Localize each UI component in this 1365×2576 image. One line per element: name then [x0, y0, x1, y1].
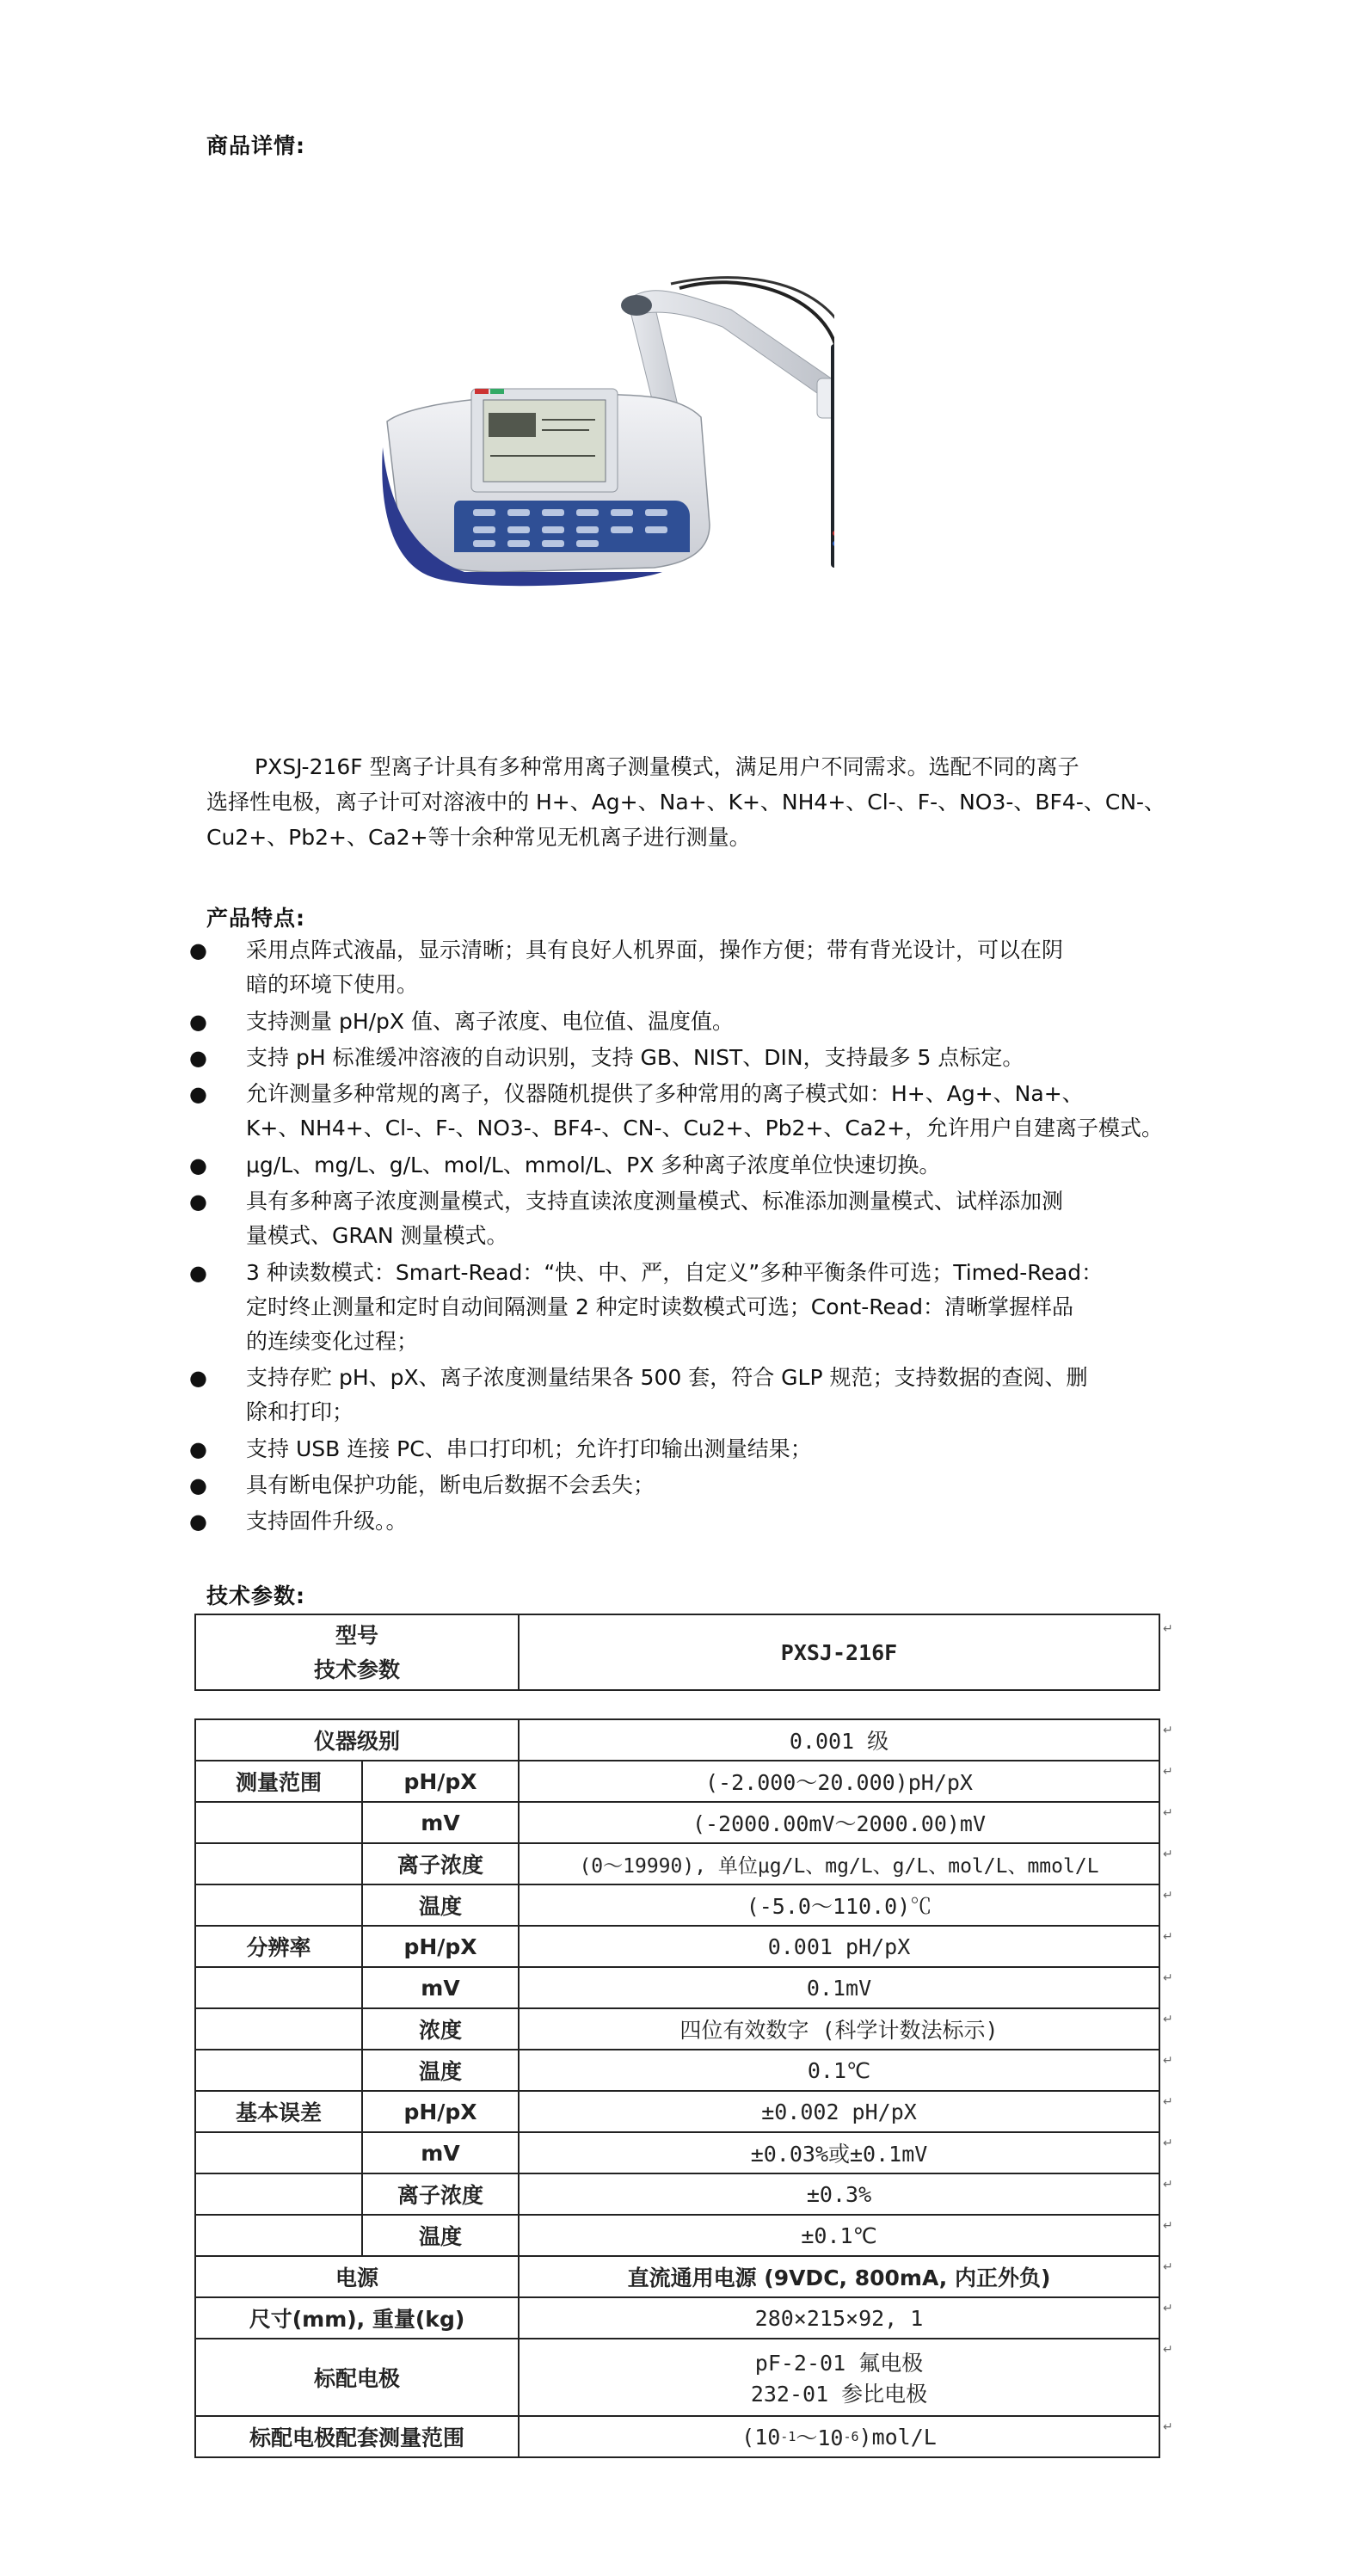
- spec-row-value: 0.001 pH/pX: [767, 1934, 911, 1959]
- spec-row-label: 标配电极: [313, 2366, 400, 2391]
- spec-row-label: 基本误差: [235, 2100, 322, 2125]
- range-exp-2: -6: [843, 2429, 859, 2444]
- spec-row-sublabel: mV: [421, 1975, 460, 2001]
- param-label: 技术参数: [313, 1657, 400, 1682]
- model-label: 型号: [335, 1623, 378, 1648]
- spec-row-sublabel: 离子浓度: [397, 2183, 483, 2208]
- feature-line: 支持固件升级。。: [246, 1509, 408, 1534]
- bullet-icon: ●: [189, 1082, 207, 1106]
- paragraph-mark: ↵: [1163, 2219, 1173, 2233]
- paragraph-mark: ↵: [1163, 1847, 1173, 1861]
- paragraph-mark: ↵: [1163, 2178, 1173, 2192]
- feature-line: 采用点阵式液晶，显示清晰；具有良好人机界面，操作方便；带有背光设计，可以在阴: [246, 938, 1064, 962]
- bullet-icon: ●: [189, 1366, 207, 1390]
- feature-line: 支持测量 pH/pX 值、离子浓度、电位值、温度值。: [246, 1009, 734, 1034]
- feature-line: 除和打印；: [246, 1399, 354, 1424]
- electrode-1: pF-2-01 氟电极: [754, 2351, 924, 2376]
- feature-line: 量模式、GRAN 测量模式。: [246, 1223, 508, 1248]
- spec-row-sublabel: pH/pX: [403, 2099, 477, 2124]
- spec-row-value: ±0.002 pH/pX: [761, 2099, 917, 2124]
- range-exp-1: -1: [780, 2429, 796, 2444]
- spec-row-value: ±0.03%或±0.1mV: [750, 2142, 928, 2167]
- feature-item: [189, 1148, 1170, 1183]
- spec-row-label: 标配电极配套测量范围: [249, 2425, 464, 2450]
- feature-line: 定时终止测量和定时自动间隔测量 2 种定时读数模式可选；Cont-Read：清晰掌握样品: [246, 1294, 1074, 1319]
- spec-row-sublabel: pH/pX: [403, 1768, 477, 1794]
- paragraph-mark: ↵: [1163, 2013, 1173, 2026]
- feature-line: 支持 pH 标准缓冲溶液的自动识别，支持 GB、NIST、DIN，支持最多 5 点标定。: [246, 1045, 1024, 1070]
- paragraph-mark: ↵: [1163, 2420, 1173, 2434]
- feature-item: [189, 1077, 1170, 1146]
- feature-item: [189, 1504, 1170, 1539]
- feature-line: 具有多种离子浓度测量模式，支持直读浓度测量模式、标准添加测量模式、试样添加测: [246, 1189, 1064, 1214]
- paragraph-mark: ↵: [1163, 2260, 1173, 2274]
- spec-row-value: [520, 2417, 1159, 2456]
- bullet-icon: ●: [189, 938, 207, 962]
- paragraph-mark: ↵: [1163, 2136, 1173, 2150]
- spec-row-sublabel: 温度: [418, 1894, 462, 1919]
- paragraph-mark: ↵: [1163, 1765, 1173, 1779]
- spec-row-value: 280×215×92, 1: [754, 2305, 924, 2331]
- paragraph-mark: ↵: [1163, 1724, 1173, 1737]
- spec-row-sublabel: 温度: [418, 2059, 462, 2084]
- feature-line: 支持 USB 连接 PC、串口打印机；允许打印输出测量结果；: [246, 1436, 812, 1461]
- table-rule: [1159, 1718, 1160, 2458]
- spec-row-sublabel: pH/pX: [403, 1934, 477, 1959]
- spec-row-value: 0.001 级: [789, 1729, 889, 1754]
- paragraph-mark: ↵: [1163, 1806, 1173, 1820]
- feature-item: [189, 1184, 1170, 1253]
- page-title: 商品详情:: [206, 133, 305, 158]
- feature-line: μg/L、mg/L、g/L、mol/L、mmol/L、PX 多种离子浓度单位快速切换。: [246, 1153, 941, 1177]
- paragraph-mark: ↵: [1163, 1971, 1173, 1985]
- spec-row-value: (-2000.00mV～2000.00)mV: [692, 1811, 987, 1836]
- bullet-icon: ●: [189, 1437, 207, 1461]
- bullet-icon: ●: [189, 1190, 207, 1214]
- electrode-2: 232-01 参比电极: [750, 2382, 928, 2407]
- model-value: PXSJ-216F: [780, 1639, 898, 1665]
- spec-row-value: 0.1mV: [806, 1975, 872, 2001]
- bullet-icon: ●: [189, 1046, 207, 1070]
- range-suffix: )mol/L: [858, 2424, 937, 2450]
- spec-row-value: [520, 2339, 1159, 2415]
- spec-row-label: 测量范围: [235, 1770, 322, 1795]
- spec-row-sublabel: 温度: [418, 2224, 462, 2249]
- spec-row-value: 四位有效数字 (科学计数法标示): [679, 2018, 999, 2043]
- spec-row-label: 尺寸(mm), 重量(kg): [249, 2307, 465, 2332]
- paragraph-mark: ↵: [1163, 2095, 1173, 2109]
- bullet-icon: ●: [189, 1153, 207, 1177]
- range-prefix: (10: [741, 2424, 781, 2450]
- feature-line: 支持存贮 pH、pX、离子浓度测量结果各 500 套，符合 GLP 规范；支持数据的查阅、删: [246, 1365, 1088, 1390]
- spec-row-sublabel: 浓度: [418, 2018, 462, 2043]
- paragraph-mark: ↵: [1163, 2054, 1173, 2068]
- paragraph-mark: ↵: [1163, 2343, 1173, 2357]
- feature-item: [189, 933, 1170, 1002]
- feature-item: [189, 1361, 1170, 1429]
- intro-line-1: PXSJ-216F 型离子计具有多种常用离子测量模式，满足用户不同需求。选配不同的离子: [255, 754, 1079, 779]
- feature-item: [189, 1432, 1170, 1466]
- table-rule: [194, 2456, 1160, 2458]
- intro-line-2: 选择性电极，离子计可对溶液中的 H+、Ag+、Na+、K+、NH4+、Cl-、F-、NO3-、BF4-、CN-、: [206, 790, 1166, 815]
- spec-row-sublabel: 离子浓度: [397, 1853, 483, 1878]
- spec-row-label: 分辨率: [246, 1935, 311, 1960]
- feature-line: 具有断电保护功能，断电后数据不会丢失；: [246, 1472, 655, 1497]
- bullet-icon: ●: [189, 1261, 207, 1285]
- spec-row-value: 直流通用电源 (9VDC, 800mA, 内正外负): [627, 2266, 1051, 2290]
- paragraph-mark: ↵: [1163, 1930, 1173, 1944]
- bullet-icon: ●: [189, 1010, 207, 1034]
- spec-row-label: 仪器级别: [313, 1729, 400, 1754]
- spec-row-value: (0～19990), 单位μg/L、mg/L、g/L、mol/L、mmol/L: [579, 1854, 1099, 1878]
- spec-row-value: (-2.000～20.000)pH/pX: [705, 1770, 973, 1795]
- bullet-icon: ●: [189, 1473, 207, 1497]
- spec-row-sublabel: mV: [421, 1810, 460, 1835]
- feature-item: [189, 1005, 1170, 1039]
- feature-line: K+、NH4+、Cl-、F-、NO3-、BF4-、CN-、Cu2+、Pb2+、Ca2+，允许用户自建离子模式。: [246, 1116, 1164, 1140]
- feature-line: 3 种读数模式：Smart-Read：“快、中、严，自定义”多种平衡条件可选；Timed-Read：: [246, 1260, 1104, 1285]
- feature-line: 暗的环境下使用。: [246, 972, 419, 997]
- range-mid: ～10: [796, 2425, 844, 2450]
- feature-line: 的连续变化过程；: [246, 1329, 419, 1354]
- intro-line-3: Cu2+、Pb2+、Ca2+等十余种常见无机离子进行测量。: [206, 825, 751, 850]
- paragraph-mark: ↵: [1163, 1889, 1173, 1903]
- feature-line: 允许测量多种常规的离子，仪器随机提供了多种常用的离子模式如：H+、Ag+、Na+、: [246, 1081, 1084, 1106]
- paragraph-mark: ↵: [1163, 2302, 1173, 2315]
- features-title: 产品特点:: [206, 906, 305, 931]
- paragraph-mark: ↵: [1163, 1622, 1173, 1636]
- spec-row-value: 0.1℃: [807, 2057, 871, 2083]
- feature-item: [189, 1468, 1170, 1503]
- spec-row-label: 电源: [335, 2266, 378, 2290]
- product-image: [370, 275, 834, 654]
- specs-title: 技术参数:: [206, 1583, 305, 1608]
- bullet-icon: ●: [189, 1509, 207, 1534]
- ion-meter-illustration: [370, 275, 834, 654]
- feature-item: [189, 1256, 1170, 1359]
- spec-row-sublabel: mV: [421, 2140, 460, 2166]
- spec-row-value: ±0.1℃: [801, 2222, 877, 2248]
- spec-row-value: (-5.0～110.0)℃: [746, 1894, 932, 1919]
- feature-item: [189, 1041, 1170, 1075]
- spec-row-value: ±0.3%: [806, 2181, 872, 2207]
